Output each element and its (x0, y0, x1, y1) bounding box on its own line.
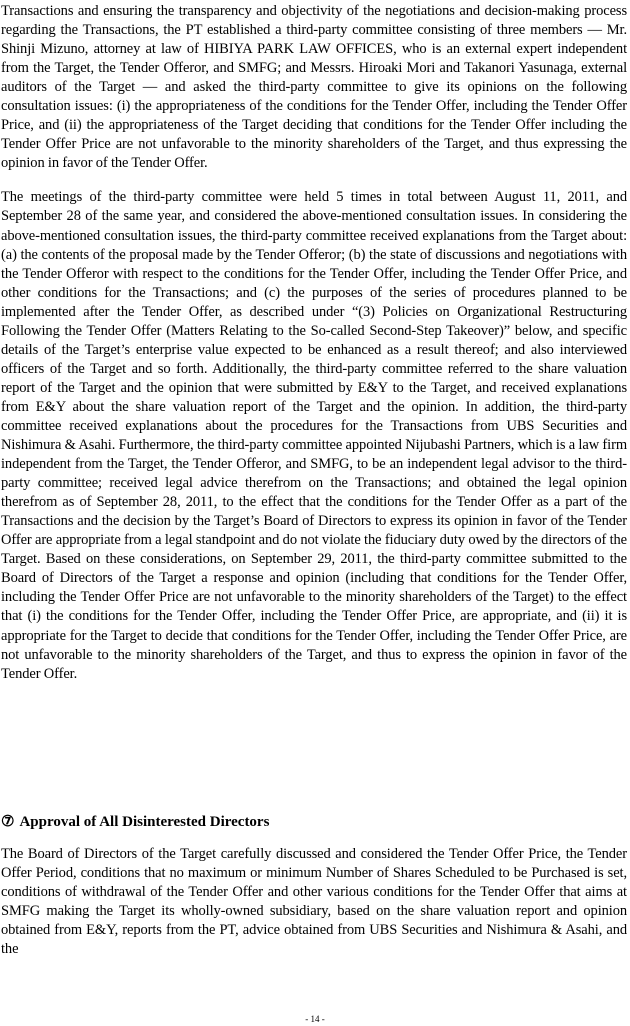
body-paragraph-2: The meetings of the third-party committee were held 5 times in total between August 11, 2011, and September 28 of the same year, and considered the above-mentioned consultation issues. In considering the above-mentioned consultation issues, the third-party committee received explanations from the Target about: (a) the contents of the proposal made by the Tender Offeror; (b) the state of discussions and negotiations with the Tender Offeror with respect to the conditions for the Tender Offer, including the Tender Offer Price, and other conditions for the Transactions; and (c) the purposes of the series of procedures planned to be implemented after the Tender Offer, as described under “(3) Policies on Organizational Restructuring Following the Tender Offer (Matters Relating to the So-called Second-Step Takeover)” below, and specific details of the Target’s enterprise value expected to be enhanced as a result thereof; and also interviewed officers of the Target and so forth. Additionally, the third-party committee referred to the share valuation report of the Target and the opinion that were submitted by E&Y to the Target, and received explanations from E&Y about the share valuation report of the Target and the opinion. In addition, the third-party committee received explanations about the procedures for the Transactions from UBS Securities and Nishimura & Asahi. Furthermore, the third-party committee appointed Nijubashi Partners, which is a law firm independent from the Target, the Tender Offeror, and SMFG, to be an independent legal advisor to the third-party committee; received legal advice therefrom on the Transactions; and obtained the legal opinion therefrom as of September 28, 2011, to the effect that the conditions for the Tender Offer as a part of the Transactions and the decision by the Target’s Board of Directors to express its opinion in favor of the Tender Offer are appropriate from a legal standpoint and do not violate the fiduciary duty owed by the directors of the Target. Based on these considerations, on September 29, 2011, the third-party committee submitted to the Board of Directors of the Target a response and opinion (including that conditions for the Tender Offer, including the Tender Offer Price are not unfavorable to the minority shareholders of the Target) to the effect that (i) the conditions for the Tender Offer, including the Tender Offer Price, are appropriate, and (ii) it is appropriate for the Target to decide that conditions for the Tender Offer, including the Tender Offer Price, are not unfavorable to the minority shareholders of the Target, and thus to express the opinion in favor of the Tender Offer. (1, 189, 627, 682)
section-heading-text: Approval of All Disinterested Directors (19, 814, 270, 830)
document-page (1, 2, 627, 684)
page-number: - 14 - (305, 1014, 325, 1024)
body-paragraph-3: The Board of Directors of the Target carefully discussed and considered the Tender Offer Price, the Tender Offer Period, conditions that no maximum or minimum Number of Shares Scheduled to be Purchased is set, conditions of withdrawal of the Tender Offer and other various conditions for the Tender Offer that aims at SMFG making the Target its wholly-owned subsidiary, based on the share valuation report and opinion obtained from E&Y, reports from the PT, advice obtained from UBS Securities and Nishimura & Asahi, and the (1, 846, 627, 958)
body-paragraph-1: Transactions and ensuring the transparency and objectivity of the negotiations and decision-making process regarding the Transactions, the PT established a third-party committee consisting of three members — Mr. Shinji Mizuno, attorney at law of HIBIYA PARK LAW OFFICES, who is an external expert independent from the Target, the Tender Offeror, and SMFG; and Messrs. Hiroaki Mori and Takanori Yasunaga, external auditors of the Target — and asked the third-party committee to give its opinions on the following consultation issues: (i) the appropriateness of the conditions for the Tender Offer, including the Tender Offer Price, and (ii) the appropriateness of the Target deciding that conditions for the Tender Offer including the Tender Offer Price are not unfavorable to the minority shareholders of the Target, and thus expressing the opinion in favor of the Tender Offer. (1, 3, 627, 172)
section-heading (1, 812, 269, 832)
circled-number-marker: ⑦ (1, 814, 15, 830)
